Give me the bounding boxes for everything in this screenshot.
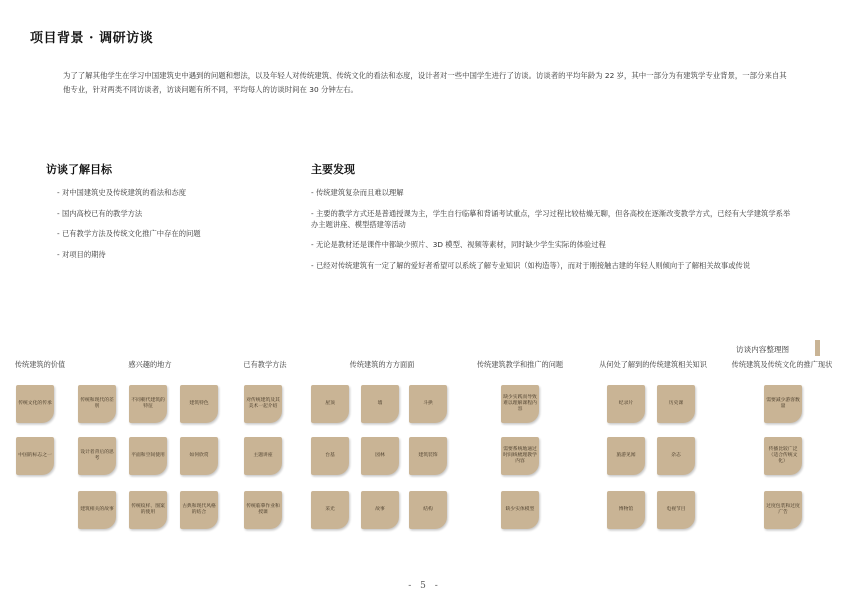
goal-item: - 国内高校已有的教学方法 <box>57 208 143 218</box>
page-title: 项目背景 · 调研访谈 <box>30 31 154 46</box>
finding-item: - 已经对传统建筑有一定了解的爱好者希望可以系统了解专业知识（如构造等），而对于刚接触古建的年轻人则倾向于了解相关故事或传说 <box>311 260 751 270</box>
sticky-note: 建筑相关的故事 <box>78 491 116 529</box>
sticky-note: 中国的标志之一 <box>16 437 54 475</box>
sticky-note: 如何欣赏 <box>180 437 218 475</box>
findings-heading: 主要发现 <box>311 163 355 176</box>
column-heading: 传统建筑教学和推广的问题 <box>476 360 564 369</box>
sticky-note: 历史课 <box>657 385 695 423</box>
sticky-note: 平面和空间使用 <box>129 437 167 475</box>
sticky-note: 旅游见闻 <box>607 437 645 475</box>
sticky-note: 电视节目 <box>657 491 695 529</box>
sticky-note: 故事 <box>361 491 399 529</box>
sticky-note: 传统文化的传承 <box>16 385 54 423</box>
goals-heading: 访谈了解目标 <box>46 163 112 176</box>
finding-item: - 传统建筑复杂而且难以理解 <box>311 188 404 197</box>
sticky-note: 墙 <box>361 385 399 423</box>
sticky-note: 斗拱 <box>409 385 447 423</box>
sticky-note: 结构 <box>409 491 447 529</box>
sticky-note: 设计者背后的思考 <box>78 437 116 475</box>
sticky-note: 园林 <box>361 437 399 475</box>
sticky-note: 传统和现代的差别 <box>78 385 116 423</box>
column-heading: 从何处了解到的传统建筑相关知识 <box>599 360 707 369</box>
sticky-note: 建筑装饰 <box>409 437 447 475</box>
sticky-note: 台基 <box>311 437 349 475</box>
column-heading: 已有教学方法 <box>243 360 287 369</box>
goal-item: - 已有教学方法及传统文化推广中存在的问题 <box>57 229 201 238</box>
page-number: - 5 - <box>408 581 441 591</box>
sticky-note: 不同朝代建筑的特征 <box>129 385 167 423</box>
finding-item: - 主要的教学方式还是普通授课为主，学生自行临摹和背诵考试重点，学习过程比较枯燥无聊，但各高校在逐渐改变教学方式，已经有大学建筑学系举办主题讲座、模型搭建等活动 <box>311 208 791 229</box>
findings-list <box>311 187 791 280</box>
goals-list <box>57 187 287 269</box>
sticky-note: 纪录片 <box>607 385 645 423</box>
sticky-note: 过度包装和过度广告 <box>764 491 802 529</box>
column-heading: 感兴趣的地方 <box>128 360 172 369</box>
column-heading: 传统建筑及传统文化的推广现状 <box>731 360 833 369</box>
sticky-note: 传统临摹作业和授课 <box>244 491 282 529</box>
sticky-note: 缺少实践而导致难以理解课程内容 <box>501 385 539 423</box>
sticky-note: 主题讲座 <box>244 437 282 475</box>
collection-label: 访谈内容整理图 <box>736 345 790 354</box>
sticky-note: 屋顶 <box>311 385 349 423</box>
goal-item: - 对项目的期待 <box>57 249 106 259</box>
intro-paragraph: 为了了解其他学生在学习中国建筑史中遇到的问题和想法，以及年轻人对传统建筑、传统文化的看法和态度，设计者对一些中国学生进行了访谈。访谈者的平均年龄为 22 岁，其中一部分为有建筑学专业背景，一部分来自其他专业，针对两类不同访谈者，访谈问题有所不同，平均每人的访谈时间在 30 分钟左右。 <box>63 71 787 94</box>
sticky-note: 缺少实体模型 <box>501 491 539 529</box>
sticky-note: 需要系统地通过时间线梳理教学内容 <box>501 437 539 475</box>
sticky-note: 博物馆 <box>607 491 645 529</box>
finding-item: - 无论是教材还是课件中都缺少照片、3D 模型、视频等素材，同时缺少学生实际的体验过程 <box>311 240 606 249</box>
sticky-note: 古典和现代风格的结合 <box>180 491 218 529</box>
sticky-note: 杂志 <box>657 437 695 475</box>
sticky-note: 需要减少游客数量 <box>764 385 802 423</box>
sticky-note: 传统纹样、图案的使用 <box>129 491 167 529</box>
sticky-note: 对传统建筑及其美术一起介绍 <box>244 385 282 423</box>
sticky-note: 传播比较广泛（适合传统文化） <box>764 437 802 475</box>
column-heading: 传统建筑的价值 <box>14 360 66 369</box>
sticky-note: 建筑特色 <box>180 385 218 423</box>
collection-accent-bar <box>815 340 820 356</box>
goal-item: - 对中国建筑史及传统建筑的看法和态度 <box>57 188 186 197</box>
sticky-note: 采光 <box>311 491 349 529</box>
column-heading: 传统建筑的方方面面 <box>349 360 415 369</box>
